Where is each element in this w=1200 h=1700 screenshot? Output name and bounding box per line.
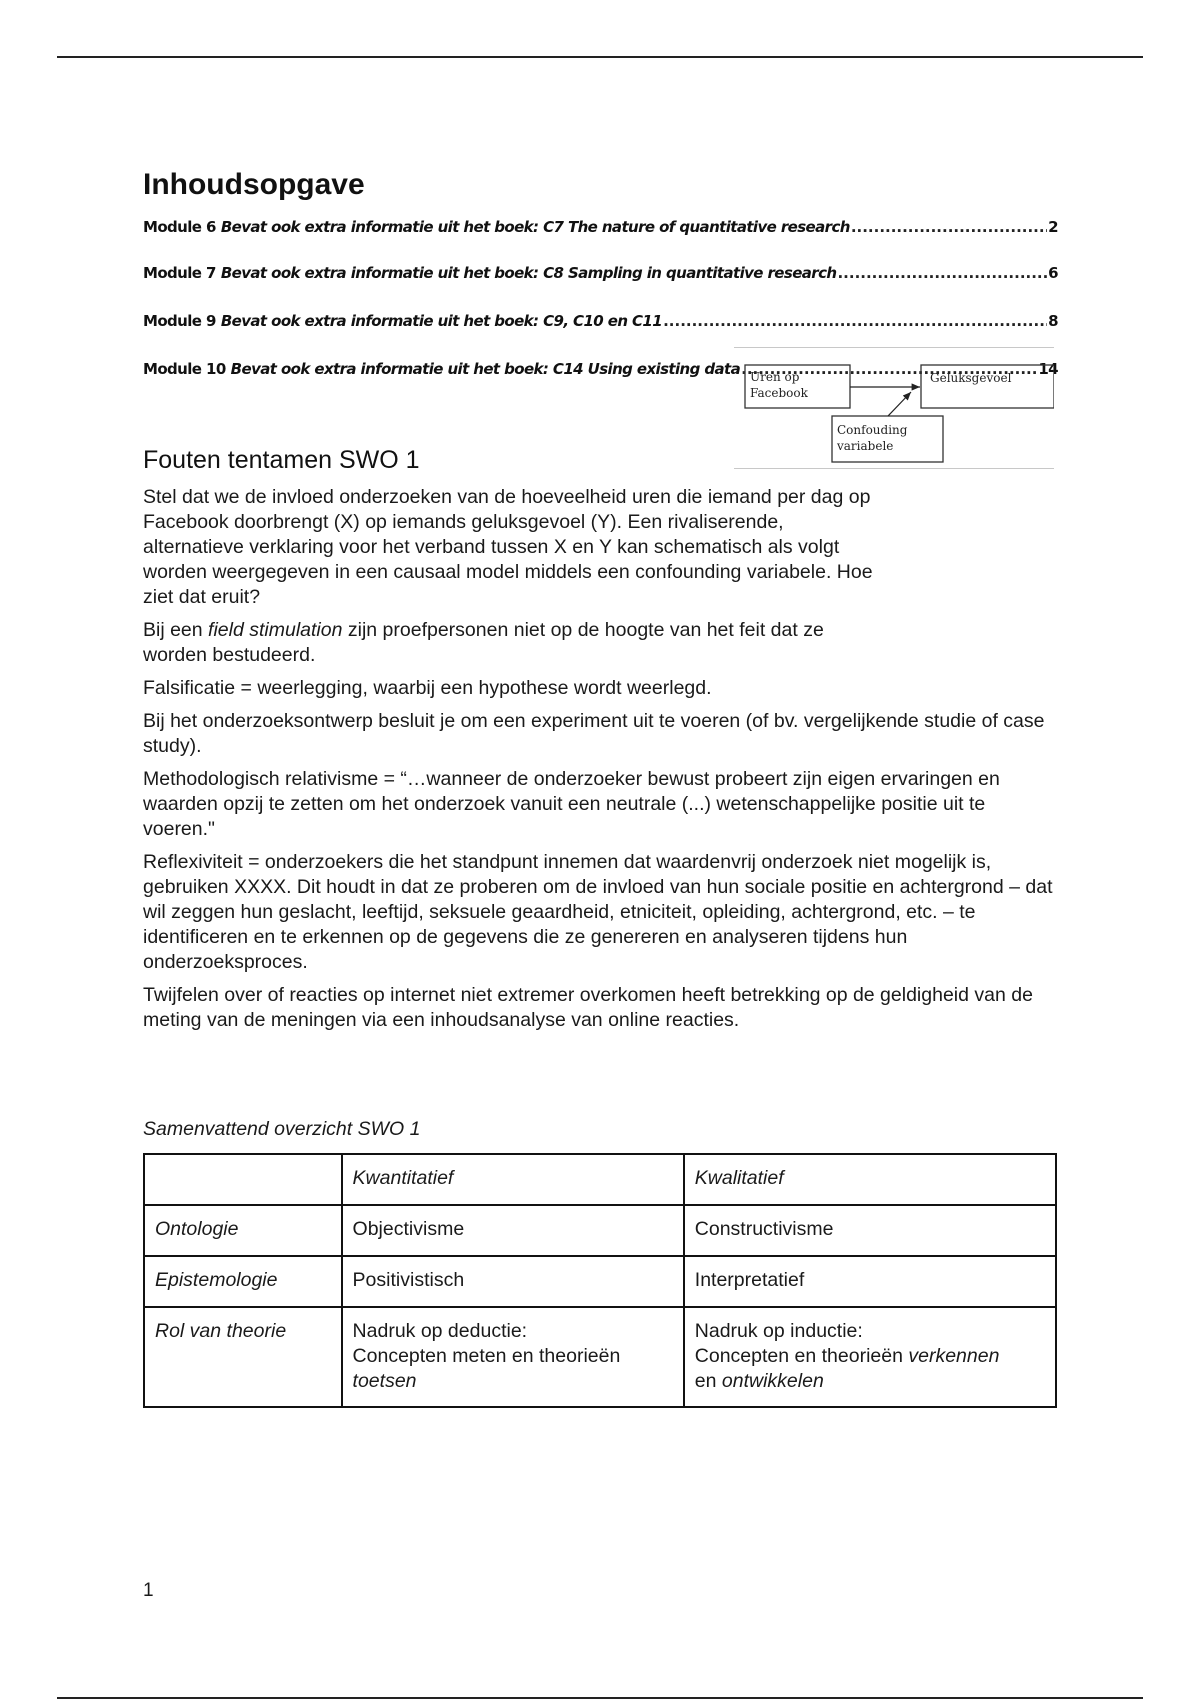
intro-paragraph: Stel dat we de invloed onderzoeken van de hoeveelheid uren die iemand per dag op Facebook doorbrengt (X) op iemands geluksgevoel (Y). Een rivaliserende, alternatieve verklaring voor het verband tussen X en Y kan schematisch als volgt worden weergegeven in een causaal model middels een confounding variabele. Hoe ziet dat eruit? [143,486,873,608]
toc-entry-page: 14 [1038,360,1058,378]
overview-table [143,1153,1057,1408]
onderzoeksontwerp-paragraph: Bij het onderzoeksontwerp besluit je om een experiment uit te voeren (of bv. vergelijkende studie of case study). [143,710,1045,757]
toc-entry-description: Bevat ook extra informatie uit het boek: C8 Sampling in quantitative research [220,264,837,282]
footer-rule [57,1697,1143,1699]
toc-leader [851,217,1047,237]
toc-title: Inhoudsopgave [143,168,365,201]
field-stimulation-paragraph [143,618,873,668]
field-text-term: field stimulation [208,619,343,641]
box-geluksgevoel-label: Geluksgevoel [930,371,1012,385]
toc-entry-label: Module 9 [143,312,216,330]
box-facebook-label-2: Facebook [750,386,808,400]
theory-qual-line2: Concepten en theorieën [694,1345,903,1367]
table-row [144,1205,1056,1256]
table-row [144,1307,1056,1407]
section-title: Fouten tentamen SWO 1 [143,446,420,474]
toc-entry-page: 6 [1048,264,1058,282]
table-cell [684,1307,1056,1407]
box-confounding-label-2: variabele [837,439,894,453]
arrow-confounder [888,392,911,416]
theory-quant-line1: Nadruk op deductie: [352,1320,528,1342]
table-cell [342,1307,684,1407]
toc-entry-label: Module 7 [143,264,216,282]
falsificatie-paragraph: Falsificatie = weerlegging, waarbij een hypothese wordt weerlegd. [143,677,712,699]
toc-entry-description: Bevat ook extra informatie uit het boek: C14 Using existing data [230,360,741,378]
causal-diagram [734,347,1054,469]
table-cell: Interpretatief [684,1256,1056,1307]
causal-diagram-svg [734,348,1054,468]
toc-entry-description: Bevat ook extra informatie uit het boek: C9, C10 en C11 [220,312,663,330]
page-number: 1 [143,1580,154,1601]
toc-entry-module-7[interactable] [143,263,1058,311]
table-header-cell: Kwantitatief [342,1154,684,1205]
theory-qual-en: en [694,1370,717,1392]
table-cell: Objectivisme [342,1205,684,1256]
toc-entry-page: 2 [1048,218,1058,236]
toc-entry-page: 8 [1048,312,1058,330]
toc-entry-description: Bevat ook extra informatie uit het boek: C7 The nature of quantitative research [220,218,850,236]
toc-entry-module-6[interactable] [143,217,1058,263]
theory-qual-line1: Nadruk op inductie: [694,1320,863,1342]
toc-entry-label: Module 10 [143,360,226,378]
theory-quant-italic: toetsen [352,1370,417,1392]
theory-qual-italic2: ontwikkelen [721,1370,824,1392]
toc-leader [837,263,1047,283]
header-rule [57,56,1143,58]
table-row-label: Rol van theorie [144,1307,342,1407]
reflexiviteit-paragraph: Reflexiviteit = onderzoekers die het standpunt innemen dat waardenvrij onderzoek niet mogelijk is, gebruiken XXXX. Dit houdt in dat ze proberen om de invloed van hun sociale positie en achtergrond – dat wil zeggen hun geslacht, leeftijd, seksuele geaardheid, etniciteit, opleiding, achtergrond, etc. – te identificeren en te erkennen op de gegevens die ze genereren en analyseren tijdens hun onderzoeksproces. [143,851,1053,973]
theory-qual-italic1: verkennen [908,1345,1000,1367]
toc-entry-label: Module 6 [143,218,216,236]
box-confounding-label-1: Confouding [837,423,908,437]
table-row-label: Ontologie [144,1205,342,1256]
theory-quant-line2: Concepten meten en theorieën [352,1345,621,1367]
table-caption: Samenvattend overzicht SWO 1 [143,1118,421,1140]
twijfelen-paragraph: Twijfelen over of reacties op internet niet extremer overkomen heeft betrekking op de geldigheid van de meting van de meningen via een inhoudsanalyse van online reacties. [143,984,1033,1031]
toc-leader [663,311,1047,331]
table-header-row [144,1154,1056,1205]
field-text-pre: Bij een [143,619,209,641]
relativisme-paragraph: Methodologisch relativisme = “…wanneer de onderzoeker bewust probeert zijn eigen ervaringen en waarden opzij te zetten om het onderzoek vanuit een neutrale (...) wetenschappelijke positie uit te voeren." [143,768,1000,840]
table-row [144,1256,1056,1307]
table-row-label: Epistemologie [144,1256,342,1307]
table-cell: Positivistisch [342,1256,684,1307]
box-facebook-label-1: Uren op [750,370,800,384]
table-cell: Constructivisme [684,1205,1056,1256]
table-header-cell [144,1154,342,1205]
table-header-cell: Kwalitatief [684,1154,1056,1205]
field-text-post: zijn proefpersonen niet op de hoogte van het feit dat ze worden bestudeerd. [143,619,824,666]
